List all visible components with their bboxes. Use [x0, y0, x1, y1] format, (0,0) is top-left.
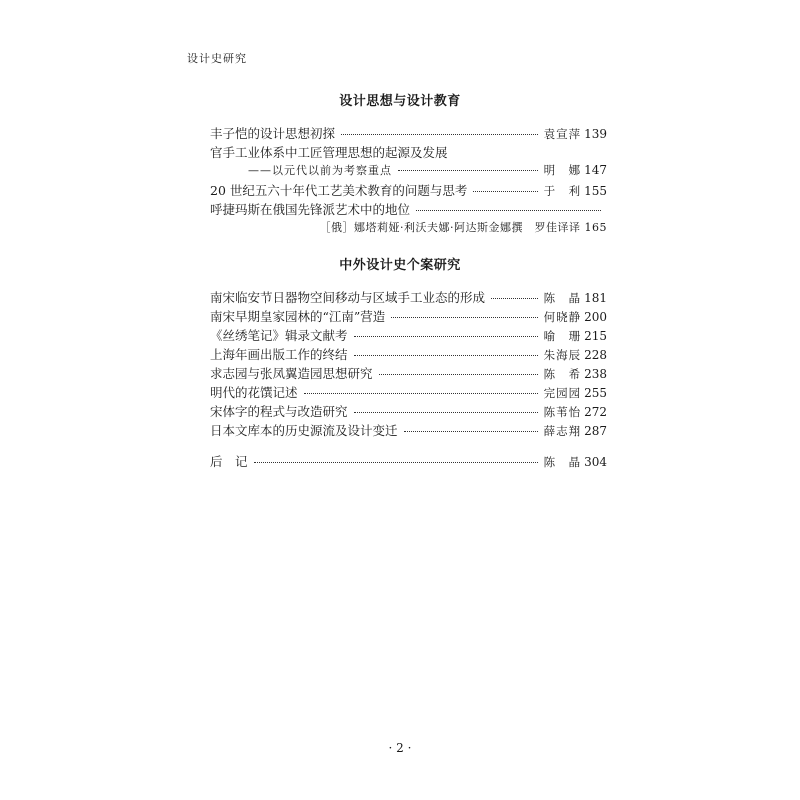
entry-author: 何晓静 [543, 310, 582, 324]
toc-entry[interactable] [210, 326, 607, 345]
entry-title: 明代的花馔记述 [210, 385, 298, 400]
entry-title: 20 世纪五六十年代工艺美术教育的问题与思考 [210, 183, 468, 198]
toc-section-2 [210, 288, 607, 440]
entry-page: 304 [584, 455, 607, 469]
toc-section-1 [210, 124, 607, 238]
toc-afterword [210, 452, 607, 471]
entry-author: 朱海辰 [543, 348, 582, 362]
toc-entry[interactable] [210, 421, 607, 440]
entry-title: 后 记 [210, 454, 248, 469]
dot-leader [379, 373, 538, 375]
dot-leader [354, 335, 538, 337]
dot-leader [254, 461, 538, 463]
dot-leader [473, 190, 537, 192]
running-head: 设计史研究 [187, 52, 247, 65]
entry-title: 上海年画出版工作的终结 [210, 347, 348, 362]
toc-entry[interactable] [210, 143, 607, 162]
dot-leader [391, 316, 537, 318]
dot-leader [416, 209, 601, 211]
entry-title: 日本文库本的历史源流及设计变迁 [210, 423, 398, 438]
entry-author: 陈 晶 [543, 291, 582, 305]
entry-author: 完园园 [543, 386, 582, 400]
dot-leader [354, 411, 538, 413]
entry-author: 袁宣萍 [543, 127, 582, 141]
entry-subtitle: ——以元代以前为考察重点 [248, 164, 392, 177]
section-title-design-thought: 设计思想与设计教育 [339, 94, 461, 109]
entry-title: 《丝绣笔记》辑录文献考 [210, 328, 348, 343]
entry-author: 陈苇怡 [543, 405, 582, 419]
entry-page: 147 [584, 163, 607, 177]
entry-title: 丰子恺的设计思想初探 [210, 126, 336, 141]
entry-page: 200 [584, 310, 607, 324]
page-number: · 2 · [388, 741, 412, 755]
section-title-case-studies: 中外设计史个案研究 [339, 258, 461, 273]
entry-page: 272 [584, 405, 607, 419]
toc-entry[interactable] [210, 345, 607, 364]
dot-leader [341, 133, 538, 135]
toc-entry[interactable] [210, 383, 607, 402]
entry-page: 139 [584, 127, 607, 141]
toc-entry[interactable] [210, 288, 607, 307]
entry-page: 255 [584, 386, 607, 400]
entry-title: 南宋临安节日器物空间移动与区域手工业态的形成 [210, 290, 486, 305]
dot-leader [398, 169, 538, 171]
entry-page: 155 [584, 184, 607, 198]
toc-entry[interactable] [210, 402, 607, 421]
entry-translator-line: ［俄］娜塔莉娅·利沃夫娜·阿达斯金娜撰 罗佳译译 165 [319, 221, 607, 234]
dot-leader [491, 297, 538, 299]
toc-entry[interactable] [210, 364, 607, 383]
toc-entry[interactable] [210, 181, 607, 200]
toc-entry-afterword[interactable] [210, 452, 607, 471]
entry-author: 薛志翔 [543, 424, 582, 438]
entry-page: 215 [584, 329, 607, 343]
entry-title: 呼捷玛斯在俄国先锋派艺术中的地位 [210, 202, 411, 217]
dot-leader [404, 430, 538, 432]
toc-entry-translator[interactable] [210, 219, 607, 238]
entry-page: 228 [584, 348, 607, 362]
entry-author: 陈 希 [543, 367, 582, 381]
toc-entry-subtitle[interactable] [210, 162, 607, 181]
dot-leader [304, 392, 538, 394]
entry-author: 陈 晶 [543, 455, 582, 469]
entry-page: 181 [584, 291, 607, 305]
toc-entry[interactable] [210, 124, 607, 143]
entry-author: 喻 珊 [543, 329, 582, 343]
dot-leader [354, 354, 538, 356]
entry-page: 287 [584, 424, 607, 438]
entry-author: 于 利 [543, 184, 582, 198]
toc-entry[interactable] [210, 307, 607, 326]
entry-title: 官手工业体系中工匠管理思想的起源及发展 [210, 145, 448, 160]
entry-title: 宋体字的程式与改造研究 [210, 404, 348, 419]
entry-author: 明 娜 [543, 163, 582, 177]
entry-page: 238 [584, 367, 607, 381]
entry-title: 南宋早期皇家园林的“江南”营造 [210, 309, 386, 324]
entry-title: 求志园与张凤翼造园思想研究 [210, 366, 373, 381]
toc-entry[interactable] [210, 200, 607, 219]
